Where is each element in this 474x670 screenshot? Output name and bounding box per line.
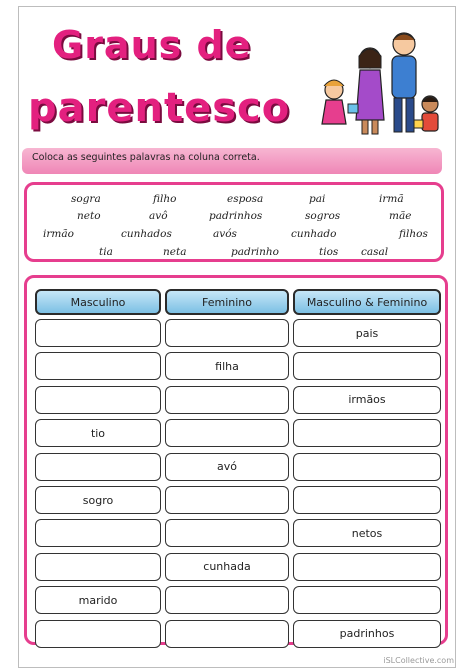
answer-cell-feminino[interactable] xyxy=(165,519,289,547)
answer-cell-feminino[interactable]: avó xyxy=(165,453,289,481)
answer-cell-feminino[interactable]: cunhada xyxy=(165,553,289,581)
column-header-masculino: Masculino xyxy=(35,289,161,315)
word-bank-item: mãe xyxy=(389,210,412,222)
word-bank-item: avós xyxy=(213,228,237,240)
word-bank-item: tios xyxy=(319,246,339,258)
answer-cell-masculino-feminino[interactable]: padrinhos xyxy=(293,620,441,648)
answer-cell-masculino[interactable]: tio xyxy=(35,419,161,447)
instruction-banner: Coloca as seguintes palavras na coluna correta. xyxy=(22,148,442,174)
answer-cell-masculino[interactable] xyxy=(35,519,161,547)
word-bank-item: neta xyxy=(163,246,187,258)
word-bank-item: padrinho xyxy=(231,246,279,258)
word-bank-item: sogra xyxy=(71,193,101,205)
answer-cell-masculino-feminino[interactable] xyxy=(293,553,441,581)
answer-cell-masculino-feminino[interactable]: irmãos xyxy=(293,386,441,414)
answer-cell-masculino-feminino[interactable] xyxy=(293,419,441,447)
answer-cell-feminino[interactable] xyxy=(165,486,289,514)
answer-cell-masculino-feminino[interactable] xyxy=(293,486,441,514)
word-bank-item: padrinhos xyxy=(209,210,263,222)
word-bank-item: filho xyxy=(153,193,177,205)
answer-cell-masculino-feminino[interactable] xyxy=(293,586,441,614)
answer-cell-feminino[interactable] xyxy=(165,620,289,648)
word-bank-item: esposa xyxy=(227,193,264,205)
word-bank-item: avô xyxy=(149,210,168,222)
answer-cell-masculino[interactable] xyxy=(35,352,161,380)
word-bank-item: irmã xyxy=(379,193,404,205)
answer-cell-masculino[interactable]: marido xyxy=(35,586,161,614)
word-bank-item: cunhado xyxy=(291,228,337,240)
answer-cell-feminino[interactable] xyxy=(165,386,289,414)
column-header-masculino-feminino: Masculino & Feminino xyxy=(293,289,441,315)
answer-cell-masculino[interactable] xyxy=(35,453,161,481)
column-header-feminino: Feminino xyxy=(165,289,289,315)
answer-cell-feminino[interactable] xyxy=(165,419,289,447)
answer-cell-masculino[interactable] xyxy=(35,620,161,648)
watermark: iSLCollective.com xyxy=(383,656,454,665)
word-bank-item: cunhados xyxy=(121,228,172,240)
word-bank-item: neto xyxy=(77,210,101,222)
word-bank-item: sogros xyxy=(305,210,341,222)
classification-table xyxy=(24,275,448,645)
word-bank-item: pai xyxy=(309,193,326,205)
answer-cell-masculino-feminino[interactable] xyxy=(293,352,441,380)
word-bank-item: casal xyxy=(361,246,389,258)
answer-cell-masculino[interactable]: sogro xyxy=(35,486,161,514)
word-bank-item: tia xyxy=(99,246,113,258)
page-title-line1: Graus de xyxy=(52,23,252,67)
page-title-line2: parentesco xyxy=(28,85,291,131)
answer-cell-masculino-feminino[interactable]: pais xyxy=(293,319,441,347)
family-illustration xyxy=(308,24,446,144)
answer-cell-masculino-feminino[interactable] xyxy=(293,453,441,481)
answer-cell-masculino[interactable] xyxy=(35,553,161,581)
answer-cell-feminino[interactable] xyxy=(165,586,289,614)
answer-cell-feminino[interactable]: filha xyxy=(165,352,289,380)
word-bank xyxy=(24,182,444,262)
answer-cell-feminino[interactable] xyxy=(165,319,289,347)
answer-cell-masculino-feminino[interactable]: netos xyxy=(293,519,441,547)
word-bank-item: irmão xyxy=(43,228,74,240)
word-bank-item: filhos xyxy=(399,228,428,240)
answer-cell-masculino[interactable] xyxy=(35,319,161,347)
answer-cell-masculino[interactable] xyxy=(35,386,161,414)
